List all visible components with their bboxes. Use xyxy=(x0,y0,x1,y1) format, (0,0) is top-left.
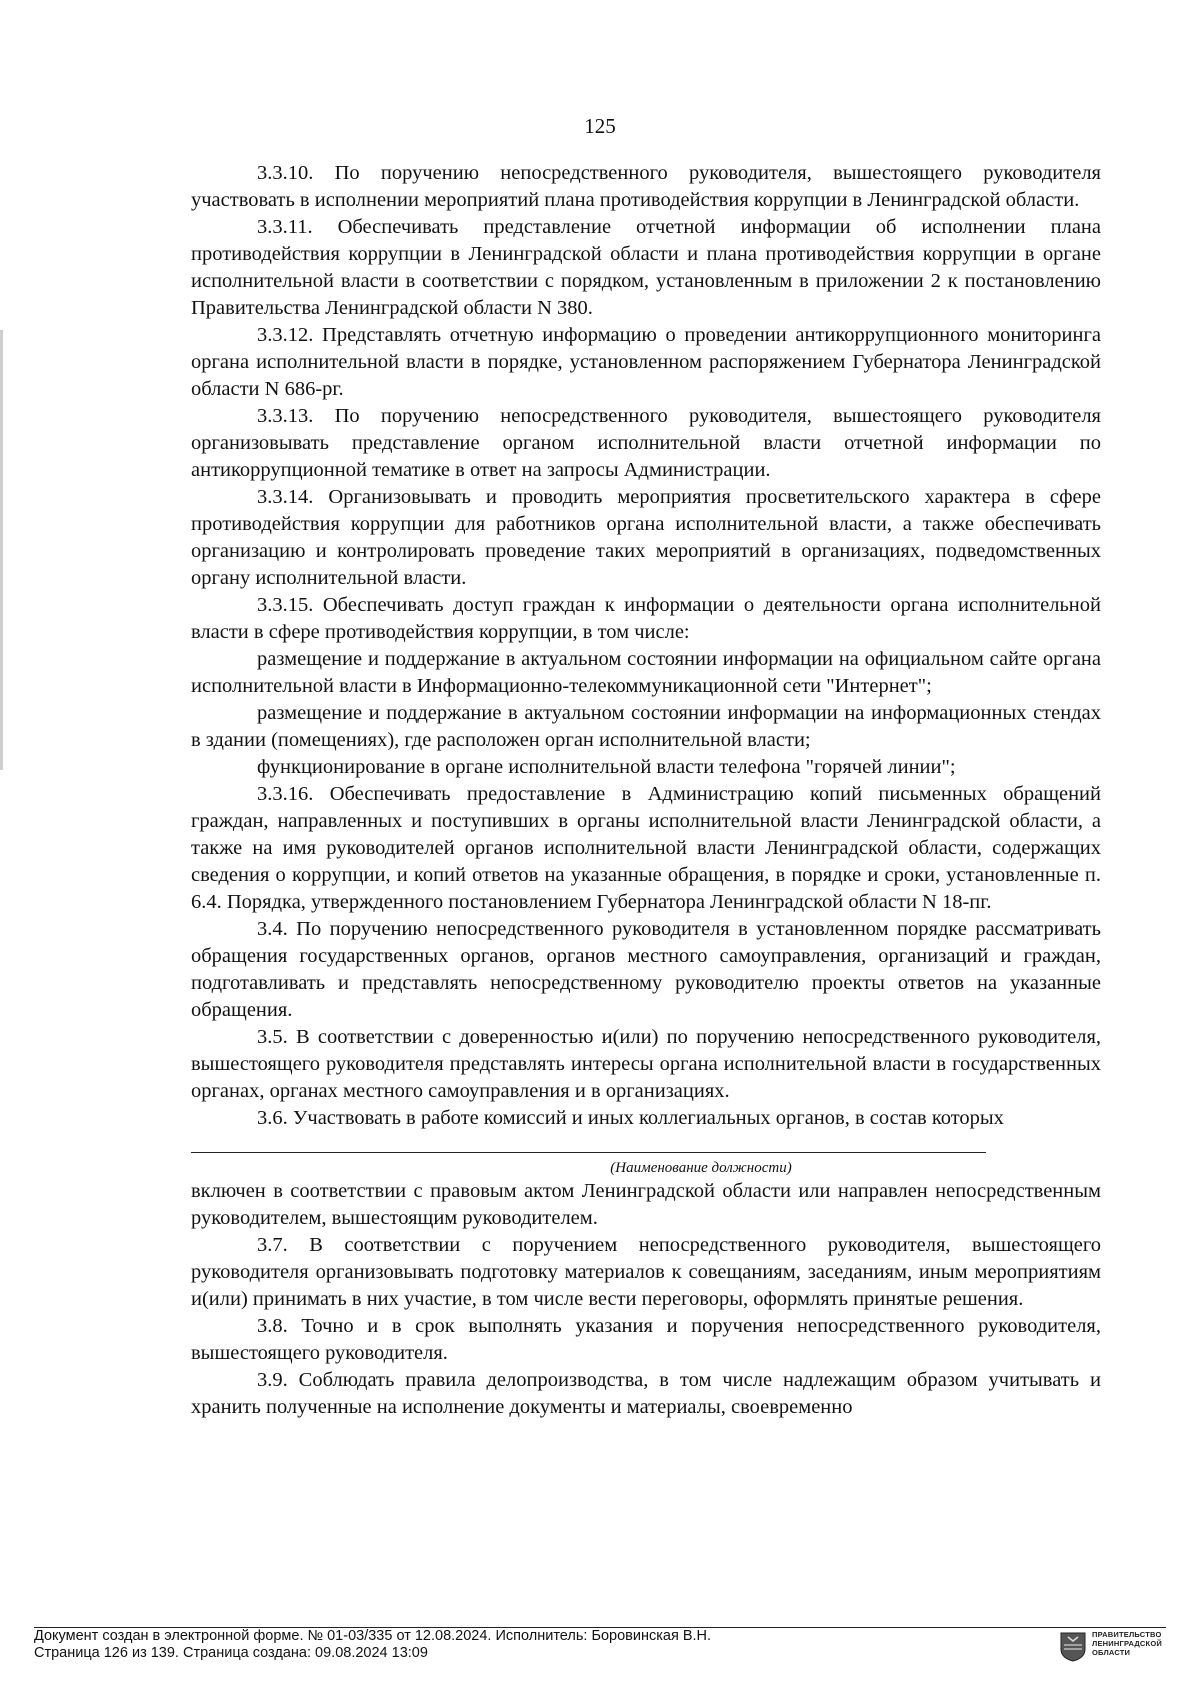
paragraph-3-3-16: 3.3.16. Обеспечивать предоставление в Администрацию копий письменных обращений граждан, направленных и поступивших в органы исполнительной власти Ленинградской области, а также на имя руководителей органов исполнительной власти Ленинградской области, содержащих сведения о коррупции, и копий ответов на указанные обращения, в порядке и сроки, установленные п. 6.4. Порядка, утвержденного постановлением Губернатора Ленинградской области N 18-пг. xyxy=(191,783,1101,913)
paragraph-3-6-continuation: включен в соответствии с правовым актом Ленинградской области или направлен непосредственным руководителем, вышестоящим руководителем. xyxy=(191,1180,1101,1229)
paragraph-3-5: 3.5. В соответствии с доверенностью и(или) по поручению непосредственного руководителя, вышестоящего руководителя представлять интересы органа исполнительной власти в государственных органах, органах местного самоуправления и в организациях. xyxy=(191,1026,1101,1102)
document-body xyxy=(191,160,1101,1421)
paragraph-3-3-13: 3.3.13. По поручению непосредственного руководителя, вышестоящего руководителя организовывать представление органом исполнительной власти отчетной информации по антикоррупционной тематике в ответ на запросы Администрации. xyxy=(191,405,1101,481)
paragraph-3-3-14: 3.3.14. Организовывать и проводить мероприятия просветительского характера в сфере противодействия коррупции для работников органа исполнительной власти, а также обеспечивать организацию и контролировать проведение таких мероприятий в организациях, подведомственных органу исполнительной власти. xyxy=(191,486,1101,589)
paragraph-3-6 xyxy=(191,1105,1101,1161)
paragraph-3-3-11: 3.3.11. Обеспечивать представление отчетной информации об исполнении плана противодействия коррупции в Ленинградской области и плана противодействия коррупции в органе исполнительной власти в соответствии с порядком, установленным в приложении 2 к постановлению Правительства Ленинградской области N 380. xyxy=(191,216,1101,319)
footer-page-line: Страница 126 из 139. Страница создана: 09.08.2024 13:09 xyxy=(34,1645,428,1661)
logo-text-line-3: ОБЛАСТИ xyxy=(1092,1648,1131,1657)
list-item-stands: размещение и поддержание в актуальном состоянии информации на информационных стендах в здании (помещениях), где расположен орган исполнительной власти; xyxy=(191,702,1101,751)
paragraph-3-3-12: 3.3.12. Представлять отчетную информацию о проведении антикоррупционного мониторинга органа исполнительной власти в порядке, установленном распоряжением Губернатора Ленинградской области N 686-рг. xyxy=(191,324,1101,400)
footer-document-line: Документ создан в электронной форме. № 01-03/335 от 12.08.2024. Исполнитель: Боровинская В.Н. xyxy=(34,1628,712,1644)
coat-of-arms-icon xyxy=(1060,1632,1086,1662)
paragraph-3-8: 3.8. Точно и в срок выполнять указания и поручения непосредственного руководителя, вышестоящего руководителя. xyxy=(191,1315,1101,1364)
list-item-hotline: функционирование в органе исполнительной власти телефона "горячей линии"; xyxy=(257,756,956,778)
logo-text-line-2: ЛЕНИНГРАДСКОЙ xyxy=(1092,1639,1162,1648)
position-name-blank xyxy=(191,1132,986,1153)
paragraph-3-7: 3.7. В соответствии с поручением непосредственного руководителя, вышестоящего руководителя организовывать подготовку материалов к совещаниям, заседаниям, иным мероприятиям и(или) принимать в них участие, в том числе вести переговоры, оформлять принятые решения. xyxy=(191,1234,1101,1310)
scan-edge-mark xyxy=(0,330,3,770)
paragraph-3-3-10: 3.3.10. По поручению непосредственного руководителя, вышестоящего руководителя участвовать в исполнении мероприятий плана противодействия коррупции в Ленинградской области. xyxy=(191,162,1101,211)
paragraph-3-9: 3.9. Соблюдать правила делопроизводства, в том числе надлежащим образом учитывать и хранить полученные на исполнение документы и материалы, своевременно xyxy=(191,1369,1101,1418)
paragraph-3-6-text: 3.6. Участвовать в работе комиссий и иных коллегиальных органов, в состав которых xyxy=(257,1107,1004,1129)
position-name-caption: (Наименование должности) xyxy=(610,1160,792,1176)
logo-text-line-1: ПРАВИТЕЛЬСТВО xyxy=(1092,1630,1162,1639)
list-item-website: размещение и поддержание в актуальном состоянии информации на официальном сайте органа исполнительной власти в Информационно-телекоммуникационной сети "Интернет"; xyxy=(191,648,1101,697)
logo-text xyxy=(1092,1630,1162,1657)
paragraph-3-4: 3.4. По поручению непосредственного руководителя в установленном порядке рассматривать обращения государственных органов, органов местного самоуправления, организаций и граждан, подготавливать и представлять непосредственному руководителю проекты ответов на указанные обращения. xyxy=(191,918,1101,1021)
government-logo xyxy=(1060,1630,1170,1680)
page-number: 125 xyxy=(584,114,616,138)
paragraph-3-3-15: 3.3.15. Обеспечивать доступ граждан к информации о деятельности органа исполнительной власти в сфере противодействия коррупции, в том числе: xyxy=(191,594,1101,643)
footer-info xyxy=(34,1628,711,1662)
